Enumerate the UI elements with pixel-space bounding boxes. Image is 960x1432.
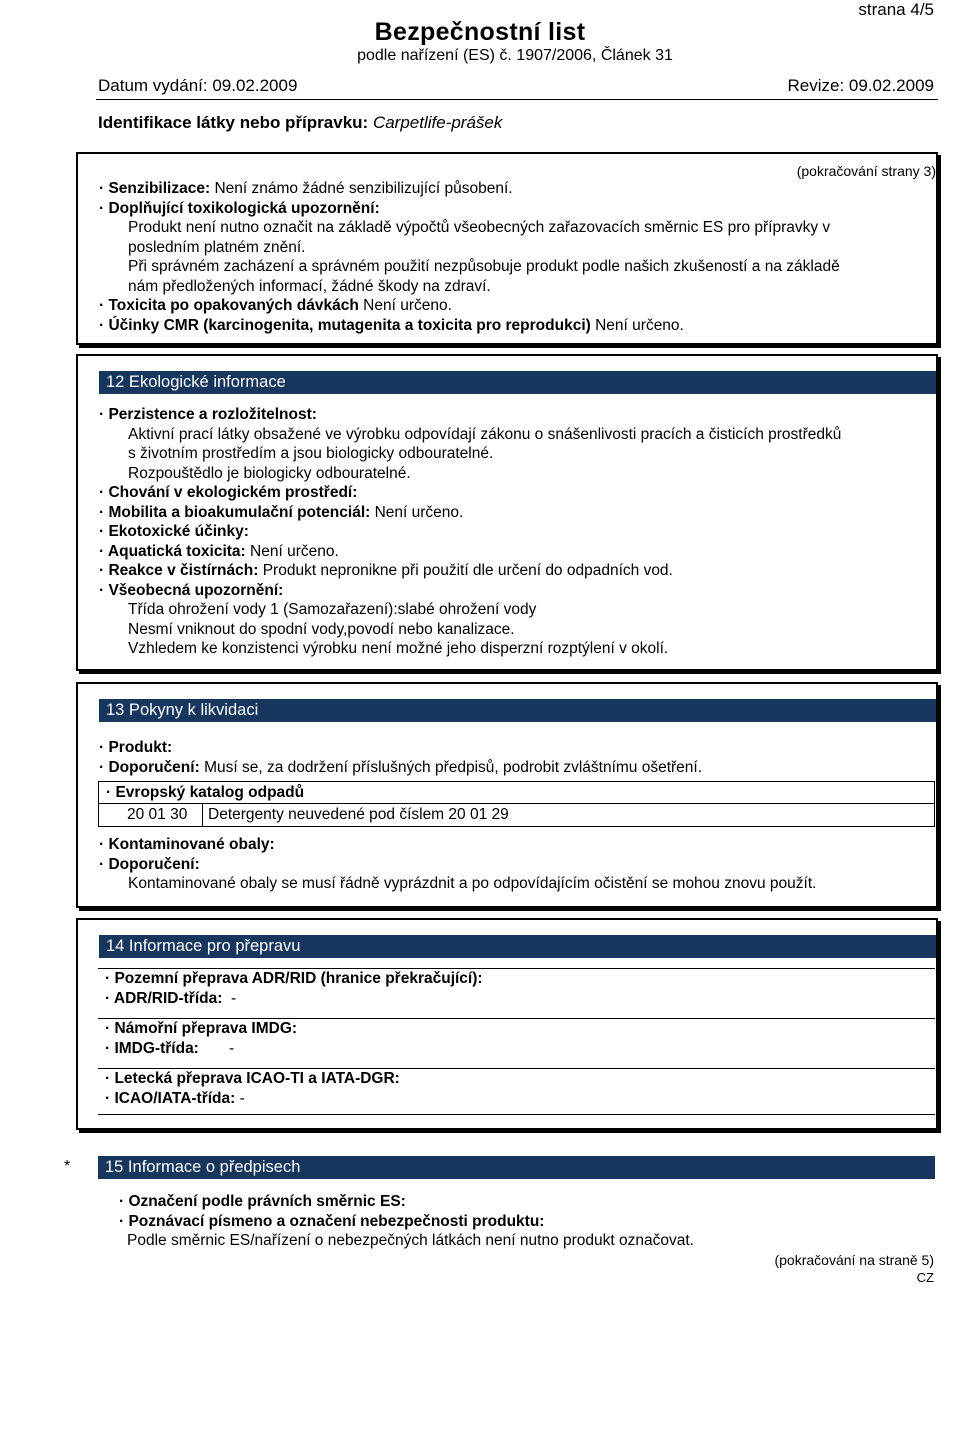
land-transport-label: Pozemní přeprava ADR/RID (hranice překračující): xyxy=(114,970,483,987)
mobility-value: Není určeno. xyxy=(374,503,464,521)
air-transport-label: Letecká přeprava ICAO-TI a IATA-DGR: xyxy=(114,1070,400,1087)
page-number: strana 4/5 xyxy=(858,0,934,19)
imdg-class-label: IMDG-třída: xyxy=(114,1039,199,1057)
ident-label: Identifikace látky nebo přípravku: xyxy=(98,113,369,132)
continued-from-note: (pokračování strany 3) xyxy=(796,163,936,179)
general-notes-text: Nesmí vniknout do spodní vody,povodí nebo kanalizace. xyxy=(128,620,515,638)
treatment-plant-value: Produkt nepronikne při použití dle určení do odpadních vod. xyxy=(262,562,673,579)
recommendation-value: Musí se, za dodržení příslušných předpisů, podrobit zvláštnímu ošetření. xyxy=(204,758,703,776)
section-13-packaging xyxy=(99,835,936,894)
table-row xyxy=(99,804,934,826)
sensitization-value: Není známo žádné senzibilizující působení. xyxy=(214,180,513,197)
general-notes-text: Vzhledem ke konzistenci výrobku není možné jeho disperzní rozptýlení v okolí. xyxy=(128,640,669,657)
product-label: Produkt: xyxy=(108,739,173,756)
toxicology-continuation-box xyxy=(76,152,938,345)
repeated-dose-label: Toxicita po opakovaných dávkách xyxy=(108,297,359,314)
aquatic-label: Aquatická toxicita: xyxy=(107,542,246,560)
mobility-label: Mobilita a bioakumulační potenciál: xyxy=(108,503,371,521)
sensitization-label: Senzibilizace: xyxy=(108,180,211,197)
section-12-heading: 12 Ekologické informace xyxy=(99,371,936,394)
recommendation-2-value: Kontaminované obaly se musí řádně vyprázdnit a po odpovídajícím očistění se mohou znovu použít. xyxy=(128,875,817,892)
additional-tox-text: nám předložených informací, žádné škody na zdraví. xyxy=(128,277,491,295)
sea-transport-label: Námořní přeprava IMDG: xyxy=(114,1020,298,1037)
icao-class-label: ICAO/IATA-třída: xyxy=(114,1089,236,1107)
adr-class-value: - xyxy=(231,989,237,1007)
ecotox-label: Ekotoxické účinky: xyxy=(108,523,249,540)
date-row xyxy=(98,76,934,96)
transport-bottom-rule xyxy=(98,1114,935,1115)
hazard-letter-label: Poznávací písmeno a označení nebezpečnosti produktu: xyxy=(128,1212,545,1230)
document-subtitle: podle nařízení (ES) č. 1907/2006, Článek 31 xyxy=(357,47,673,64)
section-12-content xyxy=(99,405,936,659)
persistence-label: Perzistence a rozložitelnost: xyxy=(108,406,317,423)
revision-date: Revize: 09.02.2009 xyxy=(787,76,934,95)
language-code: CZ xyxy=(916,1270,934,1285)
toxicology-content xyxy=(99,179,936,335)
recommendation-2-label: Doporučení: xyxy=(108,855,200,873)
continued-on-note: (pokračování na straně 5) xyxy=(774,1252,934,1268)
general-notes-text: Třída ohrožení vody 1 (Samozařazení):slabé ohrožení vody xyxy=(128,601,537,618)
eu-labelling-label: Označení podle právních směrnic ES: xyxy=(128,1193,406,1210)
issue-date: Datum vydání: 09.02.2009 xyxy=(98,76,298,95)
air-transport-group xyxy=(98,1068,935,1108)
section-13-content xyxy=(99,738,936,777)
section-13-heading: 13 Pokyny k likvidaci xyxy=(99,699,936,722)
waste-catalog-label: Evropský katalog odpadů xyxy=(115,784,305,801)
persistence-text: Rozpouštědlo je biologicky odbouratelné. xyxy=(128,464,411,482)
persistence-text: Aktivní prací látky obsažené ve výrobku odpovídají zákonu o snášenlivosti pracích a čisticích prostředků xyxy=(128,425,842,443)
general-notes-label: Všeobecná upozornění: xyxy=(108,581,284,599)
persistence-text: s životním prostředím a jsou biologicky odbouratelné. xyxy=(128,445,494,462)
treatment-plant-label: Reakce v čistírnách: xyxy=(108,562,259,579)
document-title: Bezpečnostní list xyxy=(374,18,586,46)
sea-transport-group xyxy=(98,1018,935,1058)
product-identification xyxy=(98,113,502,133)
cmr-label: Účinky CMR (karcinogenita, mutagenita a toxicita pro reprodukci) xyxy=(108,316,591,334)
section-12-box xyxy=(76,354,938,671)
contaminated-packaging-label: Kontaminované obaly: xyxy=(108,836,275,853)
cmr-value: Není určeno. xyxy=(595,316,684,334)
behaviour-label: Chování v ekologickém prostředí: xyxy=(108,484,358,501)
header-rule xyxy=(96,99,938,100)
additional-tox-label: Doplňující toxikologická upozornění: xyxy=(108,199,380,217)
land-transport-group xyxy=(98,968,935,1008)
additional-tox-text: Produkt není nutno označit na základě výpočtů všeobecných zařazovacích směrnic ES pro přípravky v xyxy=(128,219,831,236)
section-14-heading: 14 Informace pro přepravu xyxy=(99,935,936,958)
hazard-letter-value: Podle směrnic ES/nařízení o nebezpečných látkách není nutno produkt označovat. xyxy=(127,1232,694,1249)
imdg-class-value: - xyxy=(229,1039,235,1057)
repeated-dose-value: Není určeno. xyxy=(363,297,452,314)
waste-code: 20 01 30 xyxy=(99,804,203,826)
waste-description: Detergenty neuvedené pod číslem 20 01 29 xyxy=(208,806,509,823)
adr-class-label: ADR/RID-třída: xyxy=(113,989,223,1007)
icao-class-value: - xyxy=(239,1089,245,1107)
section-15-heading: 15 Informace o předpisech xyxy=(98,1156,935,1179)
additional-tox-text: posledním platném znění. xyxy=(128,238,306,256)
revision-marker: * xyxy=(64,1158,71,1175)
waste-catalog-table xyxy=(98,781,935,827)
ident-value: Carpetlife-prášek xyxy=(372,113,503,132)
recommendation-label: Doporučení: xyxy=(108,758,200,776)
section-15-content xyxy=(98,1192,935,1251)
aquatic-value: Není určeno. xyxy=(250,542,339,560)
additional-tox-text: Při správném zacházení a správném použití nezpůsobuje produkt podle našich zkušeností a na základě xyxy=(128,258,840,275)
